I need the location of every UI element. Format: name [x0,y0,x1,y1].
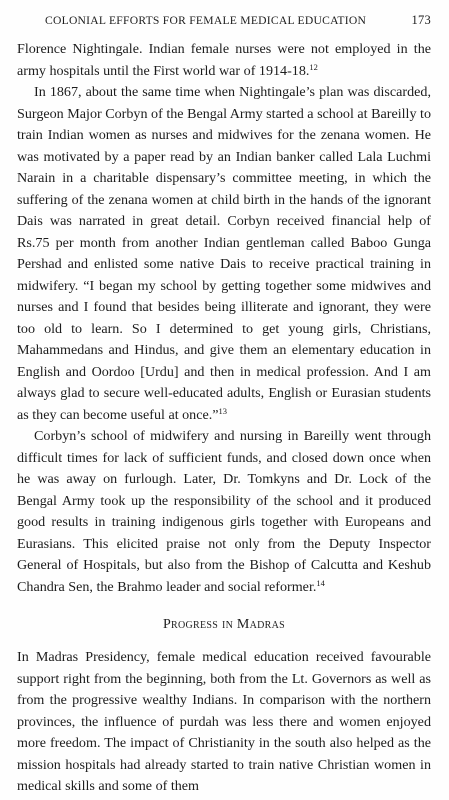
running-head [17,12,431,29]
paragraph-text: In 1867, about the same time when Nightingale’s plan was discarded, Surgeon Major Corbyn of the Bengal Army started a school at Bareilly to train Indian women as nurses and midwives for the zenana women. He was motivated by a paper read by an Indian banker called Lala Luchmi Narain in a charitable dispensary’s committee meeting, in which the suffering of the zenana women at child birth in the hands of the ignorant Dais was narrated in great detail. Corbyn received financial help of Rs.75 per month from another Indian gentleman called Baboo Gunga Pershad and enlisted some native Dais to receive practical training in midwifery. “I began my school by getting together some midwives and nurses and I found that besides being illiterate and ignorant, they were too old to learn. So I determined to get young girls, Christians, Mahammedans and Hindus, and give them an elementary education in English and Oordoo [Urdu] and then in medical profession. And I am always glad to secure well-educated adults, English or Eurasian students as they can become useful at once.” [17,84,431,423]
footnote-marker: 12 [309,61,318,72]
section-heading: Progress in Madras [162,617,286,632]
paragraph-text: Florence Nightingale. Indian female nurses were not employed in the army hospitals until the First world war of 1914-18. [17,41,431,79]
page-number: 173 [411,13,431,27]
paragraph-text: Corbyn’s school of midwifery and nursing in Bareilly went through difficult times for lack of sufficient funds, and closed down once when he was away on furlough. Later, Dr. Tomkyns and Dr. Lock of the Bengal Army took up the responsibility of the school and it produced good results in training indigenous girls together with Europeans and Eurasians. This elicited praise not only from the Deputy Inspector General of Hospitals, but also from the Bishop of Calcutta and Keshub Chandra Sen, the Brahmo leader and social reformer. [17,428,431,595]
footnote-marker: 13 [218,405,228,416]
paragraph-corbyn-school [17,82,431,426]
running-head-title: COLONIAL EFFORTS FOR FEMALE MEDICAL EDUCATION [45,14,367,27]
paragraph-text: In Madras Presidency, female medical education received favourable support right from the beginning, both from the Lt. Governors as well as from the progressive wealthy Indians. In comparison with the northern provinces, the influence of purdah was less there and women enjoyed more freedom. The impact of Christianity in the south also helped as the mission hospitals had already started to train native Christian women in medical skills and some of them [17,649,431,794]
paragraph-bareilly-school [17,426,431,598]
paragraph-madras [17,647,431,798]
paragraph-continuation [17,39,431,82]
footnote-marker: 14 [316,577,325,588]
